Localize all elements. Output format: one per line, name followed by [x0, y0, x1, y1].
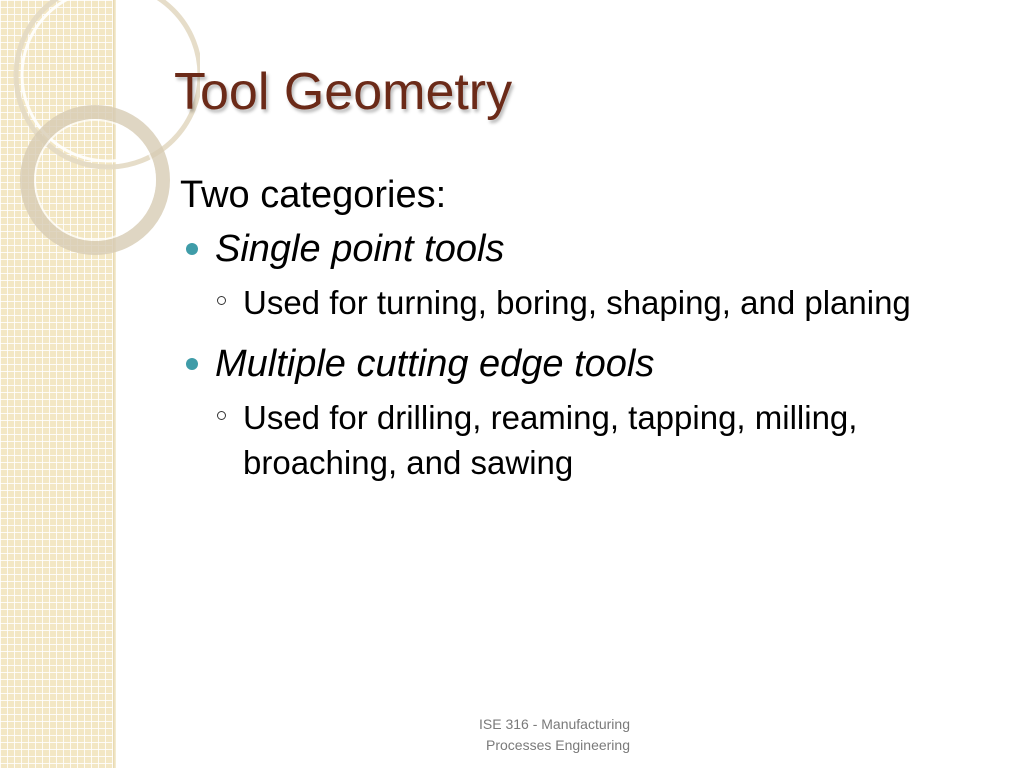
- bullet-label: Multiple cutting edge tools: [215, 343, 655, 385]
- sub-bullet-text: Used for drilling, reaming, tapping, milling, broaching, and sawing: [243, 399, 858, 481]
- footer-line-subject: Processes Engineering: [486, 737, 630, 753]
- intro-text: Two categories:: [180, 174, 447, 216]
- sub-bullet-single-point: [180, 280, 1003, 325]
- bullet-dot-icon: [186, 358, 198, 370]
- bullet-item-single-point: [180, 224, 1000, 274]
- slide-footer: [380, 714, 630, 756]
- decorative-rings: [0, 0, 200, 260]
- sub-bullet-multiple-edge: [180, 395, 1003, 485]
- bullet-label: Single point tools: [215, 228, 505, 270]
- bullet-ring-icon: [217, 296, 226, 305]
- slide-content: [180, 170, 1000, 499]
- sub-bullet-text: Used for turning, boring, shaping, and planing: [243, 284, 911, 321]
- footer-line-course: ISE 316 - Manufacturing: [479, 716, 630, 732]
- bullet-ring-icon: [217, 411, 226, 420]
- slide-title: Tool Geometry: [174, 63, 513, 121]
- bullet-item-multiple-edge: [180, 339, 1000, 389]
- bullet-dot-icon: [186, 243, 198, 255]
